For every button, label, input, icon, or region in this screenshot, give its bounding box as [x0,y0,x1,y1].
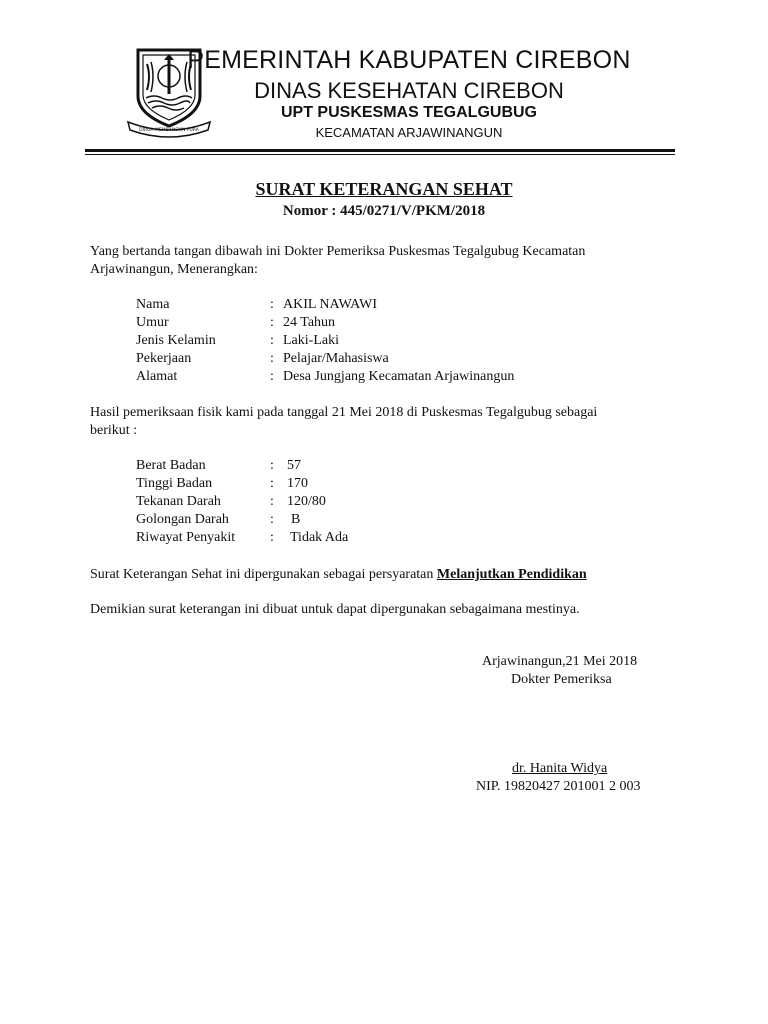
exam-label: Tinggi Badan [136,476,213,491]
exam-label: Berat Badan [136,458,206,473]
identity-colon: : [270,315,274,330]
exam-value-blood-pressure: 120/80 [287,494,326,509]
letterhead-government: PEMERINTAH KABUPATEN CIREBON [187,46,631,74]
identity-colon: : [270,297,274,312]
exam-intro-line-1: Hasil pemeriksaan fisik kami pada tanggal 21 Mei 2018 di Puskesmas Tegalgubug sebagai [90,405,598,420]
intro-line-1: Yang bertanda tangan dibawah ini Dokter Pemeriksa Puskesmas Tegalgubug Kecamatan [90,244,586,259]
exam-intro-line-2: berikut : [90,423,138,438]
identity-label: Umur [136,315,169,330]
letterhead-department: DINAS KESEHATAN CIREBON [254,78,564,103]
intro-line-2: Arjawinangun, Menerangkan: [90,262,258,277]
identity-label: Jenis Kelamin [136,333,216,348]
exam-label: Golongan Darah [136,512,229,527]
purpose-sentence [90,566,587,584]
exam-value-weight: 57 [287,458,301,473]
letterhead-unit: UPT PUSKESMAS TEGALGUBUG [280,104,537,121]
document-number: Nomor : 445/0271/V/PKM/2018 [282,203,486,219]
closing-sentence: Demikian surat keterangan ini dibuat untuk dapat dipergunakan sebagaimana mestinya. [90,602,580,617]
purpose-prefix: Surat Keterangan Sehat ini dipergunakan sebagai persyaratan [90,567,437,582]
exam-value-medical-history: Tidak Ada [290,530,349,545]
identity-value-occupation: Pelajar/Mahasiswa [283,351,389,366]
exam-colon: : [270,476,274,491]
exam-label: Tekanan Darah [136,494,221,509]
exam-colon: : [270,530,274,545]
exam-value-blood-type: B [291,512,301,527]
exam-colon: : [270,512,274,527]
letterhead-divider-thick [85,149,675,152]
letterhead-divider-thin [85,154,675,155]
exam-label: Riwayat Penyakit [136,530,236,545]
signature-place-date: Arjawinangun,21 Mei 2018 [482,654,638,669]
signer-nip: NIP. 19820427 201001 2 003 [476,779,641,794]
identity-value-age: 24 Tahun [283,315,336,330]
identity-colon: : [270,333,274,348]
signer-name: dr. Hanita Widya [512,761,608,776]
identity-label: Alamat [136,369,178,384]
logo-motto: DIRGA MEMBANGUN PURA [139,128,199,133]
exam-colon: : [270,494,274,509]
document-title: SURAT KETERANGAN SEHAT [255,179,513,199]
signature-role: Dokter Pemeriksa [511,672,612,687]
identity-colon: : [270,351,274,366]
purpose-value: Melanjutkan Pendidikan [436,567,587,582]
identity-value-address: Desa Jungjang Kecamatan Arjawinangun [283,369,515,384]
identity-colon: : [270,369,274,384]
identity-label: Nama [136,297,170,312]
identity-label: Pekerjaan [136,351,192,366]
exam-colon: : [270,458,274,473]
letterhead-district: KECAMATAN ARJAWINANGUN [315,125,503,140]
identity-value-gender: Laki-Laki [283,333,339,348]
exam-value-height: 170 [287,476,308,491]
identity-value-name: AKIL NAWAWI [283,297,378,312]
